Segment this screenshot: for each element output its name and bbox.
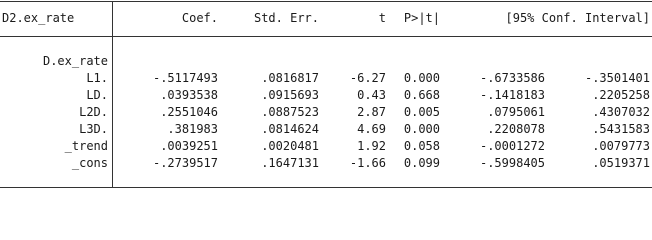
ci-upper-value: .0519371	[592, 156, 650, 170]
std-err-value: .0887523	[261, 105, 319, 119]
equation-label: D.ex_rate	[42, 54, 108, 68]
ci-lower-value: .0795061	[487, 105, 545, 119]
coef-value: .2551046	[160, 105, 218, 119]
t-stat-value: 2.87	[357, 105, 386, 119]
t-stat-value: -6.27	[349, 71, 386, 85]
dependent-variable-header: D2.ex_rate	[2, 11, 75, 25]
std-err-value: .0814624	[261, 122, 319, 136]
coef-value: -.5117493	[152, 71, 218, 85]
coef-value: -.2739517	[152, 156, 218, 170]
t-stat-value: 0.43	[357, 88, 386, 102]
std-err-value: .0915693	[261, 88, 319, 102]
ci-upper-value: .0079773	[592, 139, 650, 153]
equation-label-row	[0, 53, 652, 70]
p-value-header: P>|t|	[403, 11, 440, 25]
std-err-value: .0816817	[261, 71, 319, 85]
ci-upper-value: .5431583	[592, 122, 650, 136]
p-value: 0.668	[403, 88, 440, 102]
ci-lower-value: -.1418183	[479, 88, 545, 102]
table-row	[0, 70, 652, 87]
ci-upper-value: -.3501401	[584, 71, 650, 85]
std-err-value: .1647131	[261, 156, 319, 170]
p-value: 0.000	[403, 122, 440, 136]
row-label: L2D.	[79, 105, 108, 119]
row-label: LD.	[86, 88, 108, 102]
table-row	[0, 155, 652, 172]
coef-value: .381983	[167, 122, 218, 136]
t-stat-value: 1.92	[357, 139, 386, 153]
header-row	[0, 10, 652, 27]
header-separator	[0, 36, 652, 37]
top-rule	[0, 1, 652, 2]
std-err-header: Std. Err.	[253, 11, 319, 25]
p-value: 0.000	[403, 71, 440, 85]
ci-lower-value: .2208078	[487, 122, 545, 136]
coef-header: Coef.	[181, 11, 218, 25]
ci-lower-value: -.6733586	[479, 71, 545, 85]
coef-value: .0393538	[160, 88, 218, 102]
column-separator	[112, 1, 113, 188]
p-value: 0.005	[403, 105, 440, 119]
coef-value: .0039251	[160, 139, 218, 153]
std-err-value: .0020481	[261, 139, 319, 153]
ci-upper-value: .4307032	[592, 105, 650, 119]
bottom-rule	[0, 187, 652, 188]
t-stat-value: -1.66	[349, 156, 386, 170]
table-row	[0, 138, 652, 155]
row-label: _trend	[64, 139, 108, 153]
ci-lower-value: -.0001272	[479, 139, 545, 153]
conf-interval-header: [95% Conf. Interval]	[505, 11, 650, 25]
t-stat-value: 4.69	[357, 122, 386, 136]
table-row	[0, 87, 652, 104]
row-label: L3D.	[79, 122, 108, 136]
table-row	[0, 104, 652, 121]
p-value: 0.058	[403, 139, 440, 153]
row-label: L1.	[86, 71, 108, 85]
ci-lower-value: -.5998405	[479, 156, 545, 170]
t-stat-header: t	[378, 11, 386, 25]
p-value: 0.099	[403, 156, 440, 170]
ci-upper-value: .2205258	[592, 88, 650, 102]
row-label: _cons	[71, 156, 108, 170]
table-row	[0, 121, 652, 138]
